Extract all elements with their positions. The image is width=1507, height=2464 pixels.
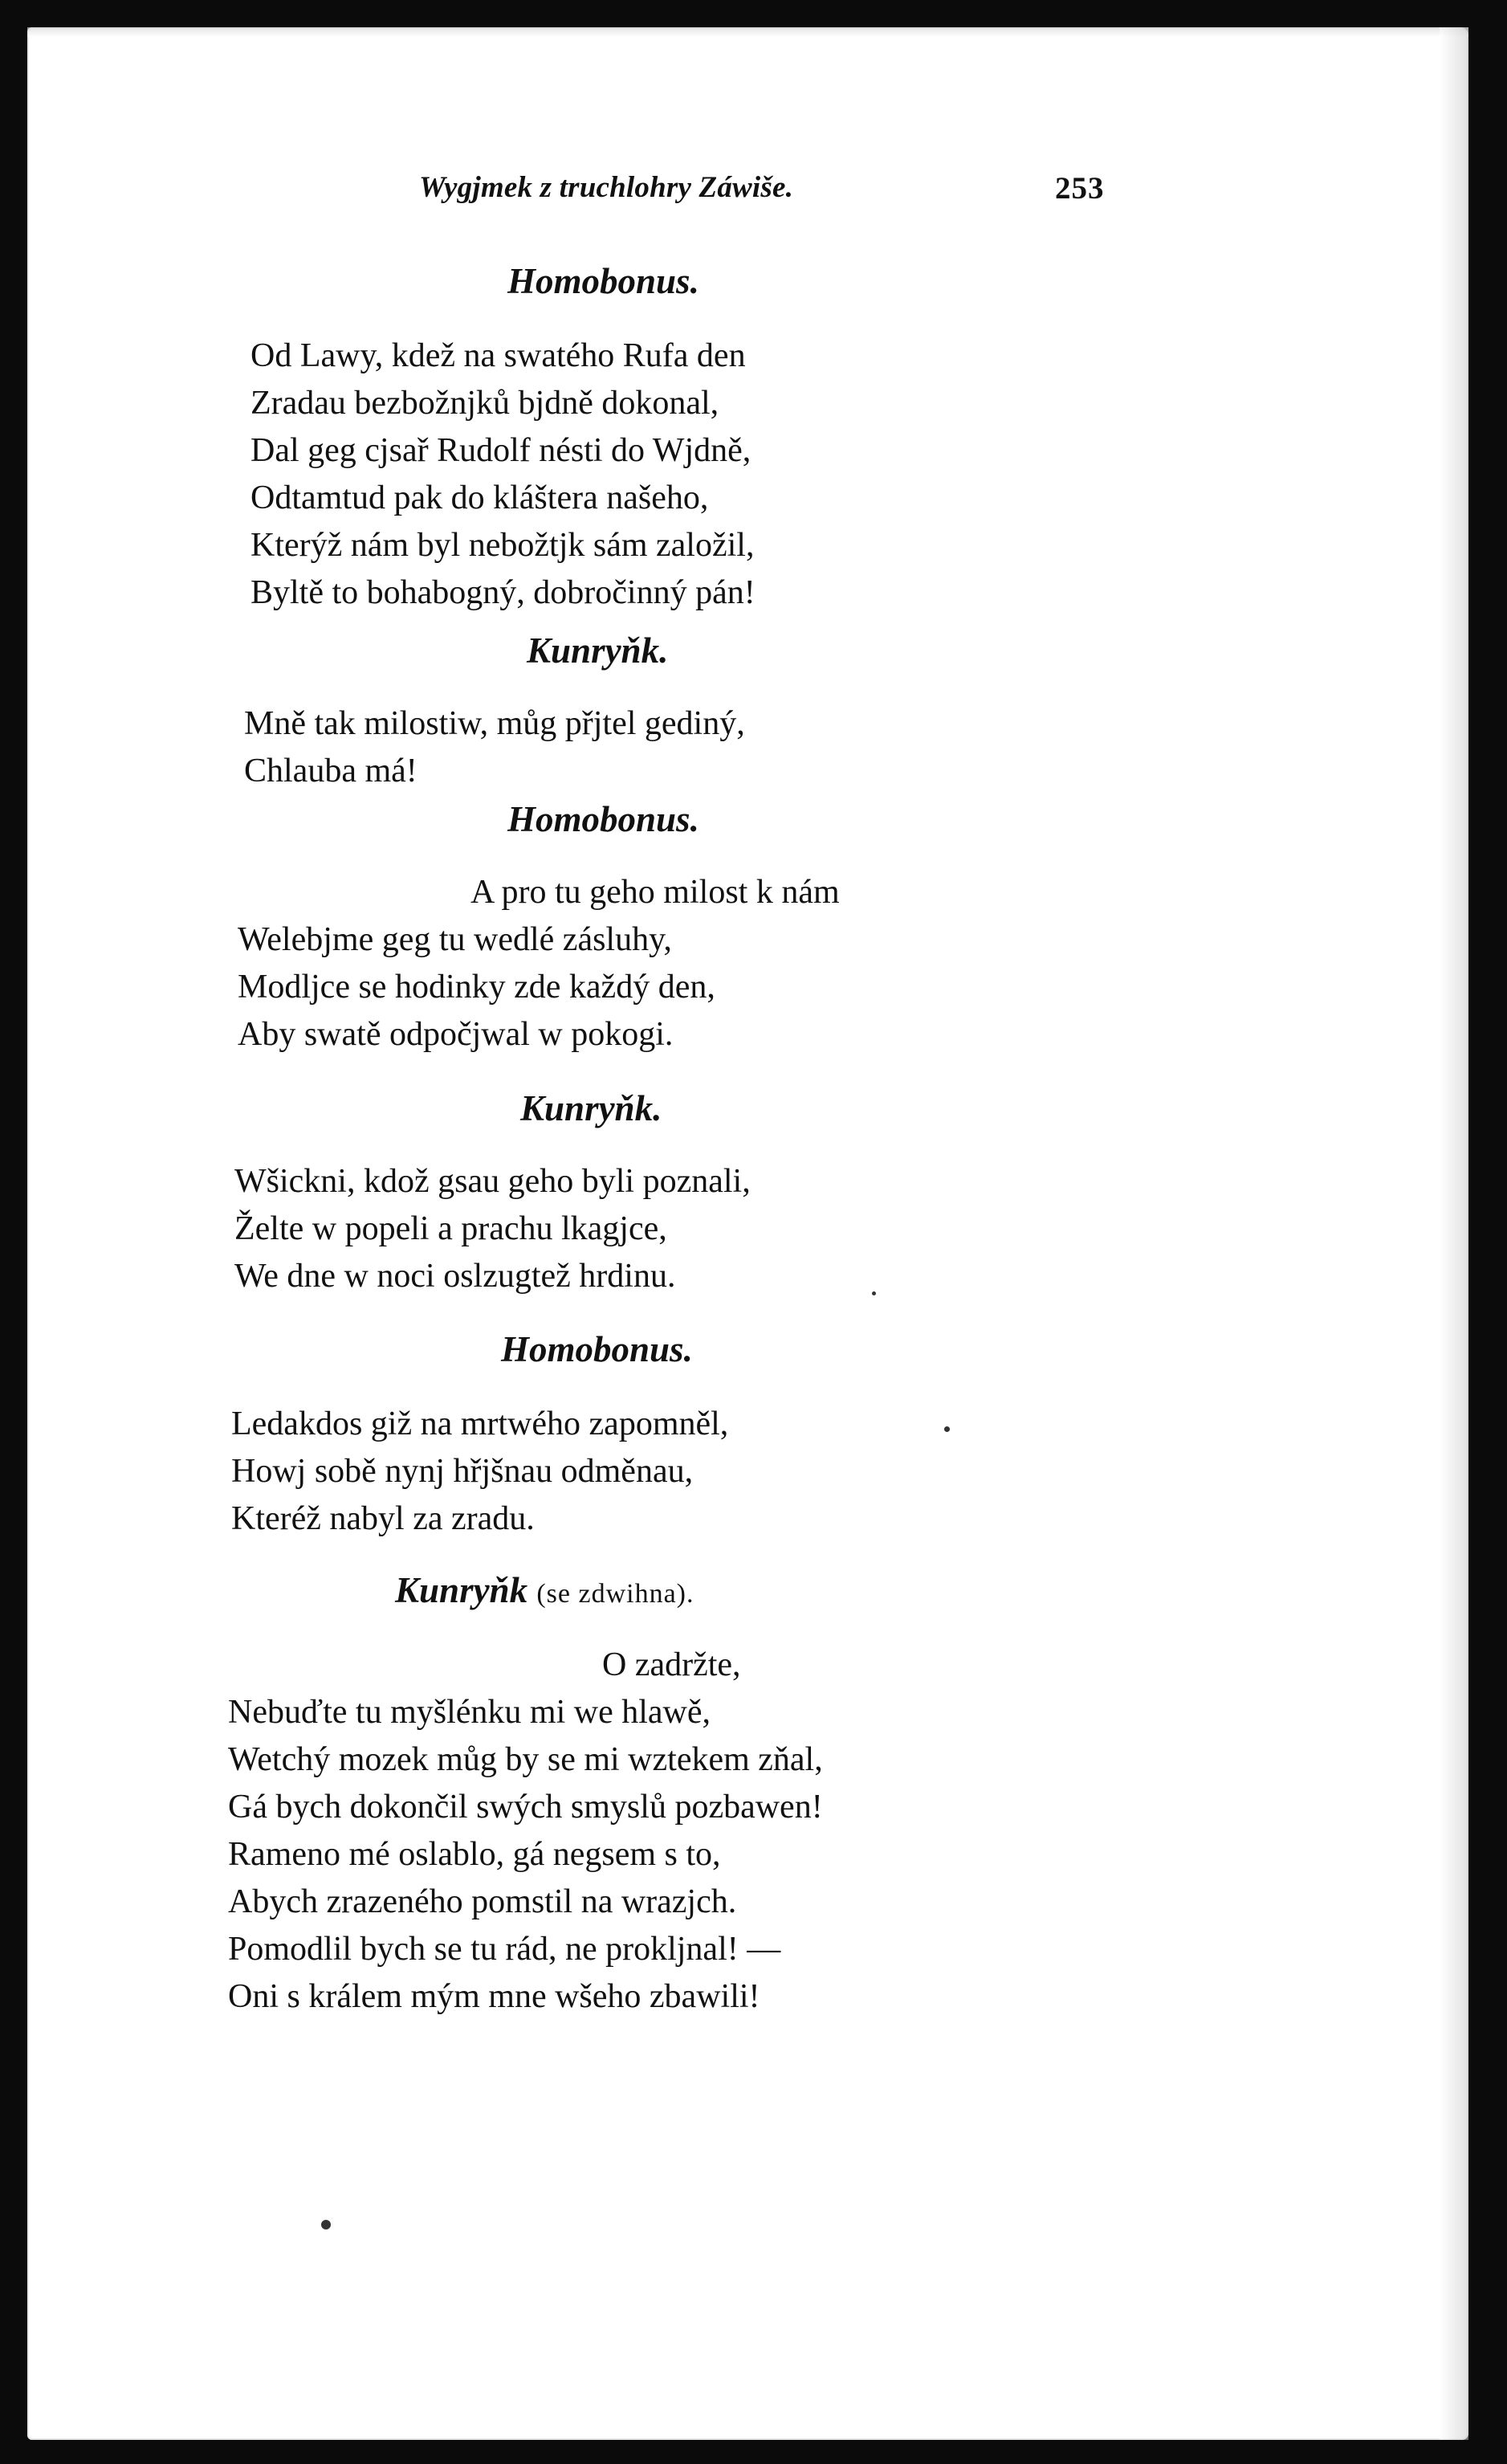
verse-line: Abych zrazeného pomstil na wrazjch. xyxy=(228,1883,737,1920)
verse-line: Dal geg cjsař Rudolf nésti do Wjdně, xyxy=(250,432,751,469)
ink-speck xyxy=(872,1291,876,1295)
running-title: Wygjmek z truchlohry Záwiše. xyxy=(419,171,794,204)
speaker-name: Homobonus. xyxy=(507,799,699,839)
verse-line: A pro tu geho milost k nám xyxy=(470,874,840,911)
verse-line: O zadržte, xyxy=(602,1646,741,1683)
verse-block xyxy=(238,869,840,1059)
speaker-name: Kunryňk xyxy=(395,1570,528,1610)
page-top-edge-shadow xyxy=(27,27,1468,37)
book-page xyxy=(27,27,1468,2440)
ink-speck xyxy=(321,2220,331,2229)
verse-line: Mně tak milostiw, můg přjtel gediný, xyxy=(244,705,745,742)
verse-block xyxy=(244,700,745,795)
verse-line: Odtamtud pak do kláštera našeho, xyxy=(250,479,709,516)
verse-line: Howj sobě nynj hřjšnau odměnau, xyxy=(231,1453,694,1490)
verse-line: Ledakdos giž na mrtwého zapomněl, xyxy=(231,1405,729,1442)
verse-block xyxy=(250,332,756,617)
verse-line: Byltě to bohabogný, dobročinný pán! xyxy=(250,574,756,611)
verse-line: Kteréž nabyl za zradu. xyxy=(231,1500,535,1537)
verse-line: Želte w popeli a prachu lkagjce, xyxy=(234,1210,667,1247)
page-right-edge-shadow xyxy=(1440,27,1468,2440)
verse-line: Oni s králem mým mne wšeho zbawili! xyxy=(228,1978,760,2015)
speaker-name: Homobonus. xyxy=(501,1329,693,1369)
verse-line: Welebjme geg tu wedlé zásluhy, xyxy=(238,921,672,958)
verse-line: We dne w noci oslzugtež hrdinu. xyxy=(234,1258,676,1295)
speaker-with-stage-direction xyxy=(395,1569,694,1611)
speaker-name: Kunryňk. xyxy=(527,630,669,671)
verse-line: Gá bych dokončil swých smyslů pozbawen! xyxy=(228,1789,823,1826)
verse-line: Wetchý mozek můg by se mi wztekem zňal, xyxy=(228,1741,823,1778)
verse-line: Pomodlil bych se tu rád, ne proklјnal! — xyxy=(228,1931,781,1968)
verse-line: Kterýž nám byl nebožtjk sám založil, xyxy=(250,527,755,564)
verse-line: Wšickni, kdož gsau geho byli poznali, xyxy=(234,1163,751,1200)
speaker-name: Homobonus. xyxy=(507,261,699,301)
verse-line: Aby swatě odpočjwal w pokogi. xyxy=(238,1016,674,1053)
verse-block xyxy=(228,1642,823,2021)
verse-line: Rameno mé oslablo, gá negsem s to, xyxy=(228,1836,721,1873)
verse-line: Modljce se hodinky zde každý den, xyxy=(238,969,715,1006)
stage-direction: (se zdwihna). xyxy=(536,1579,694,1609)
speaker-name: Kunryňk. xyxy=(520,1088,662,1128)
page-number: 253 xyxy=(1055,171,1105,206)
verse-line: Chlauba má! xyxy=(244,753,417,789)
verse-block xyxy=(231,1401,728,1543)
verse-line: Od Lawy, kdež na swatého Rufa den xyxy=(250,337,746,374)
verse-block xyxy=(234,1158,751,1300)
ink-speck xyxy=(944,1426,950,1432)
verse-line: Zradau bezbožnjků bjdně dokonal, xyxy=(250,385,719,422)
verse-line: Nebuďte tu myšlénku mi we hlawě, xyxy=(228,1694,711,1731)
